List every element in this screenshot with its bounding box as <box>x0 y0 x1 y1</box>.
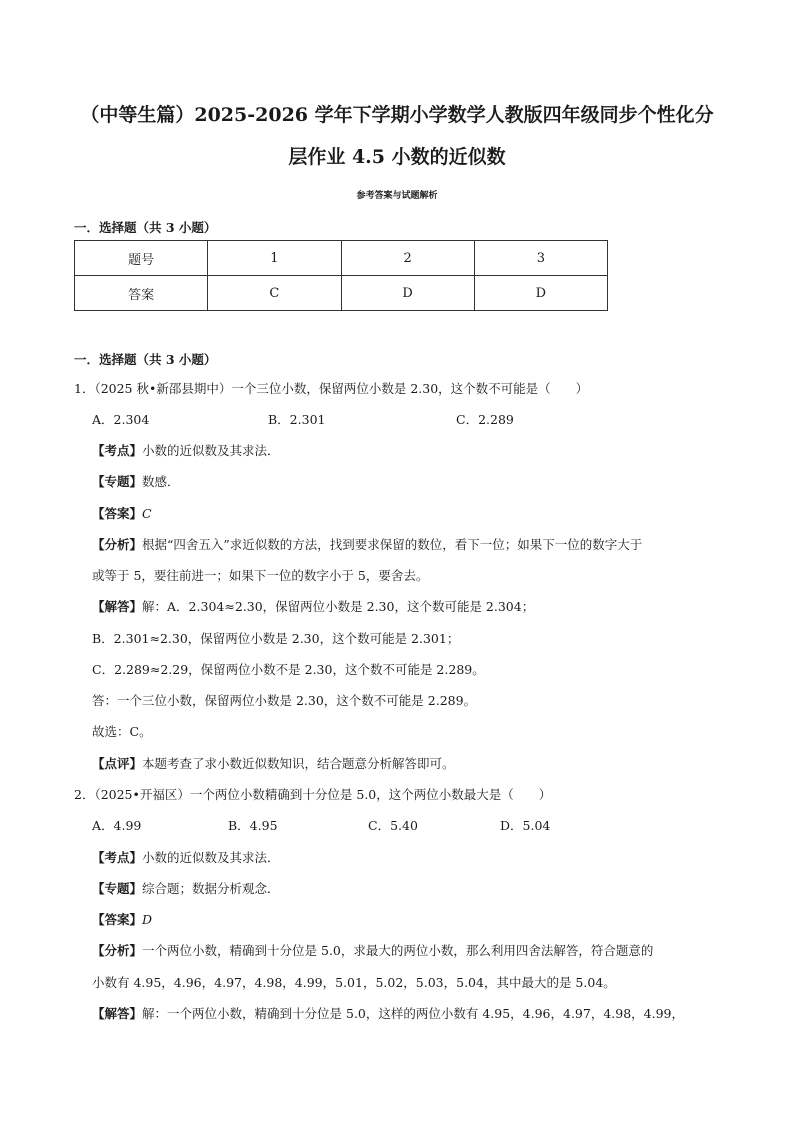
q1-jieda-choice: 故选：C。 <box>92 724 152 739</box>
q2-stem: 2．（2025•开福区）一个两位小数精确到十分位是 5.0，这个两位小数最大是（ ） <box>74 787 552 802</box>
q1-fenxi-cont: 或等于 5，要往前进一；如果下一位的数字小于 5，要舍去。 <box>92 568 429 583</box>
q2-option-c: C．5.40 <box>368 818 418 833</box>
q1-option-b: B．2.301 <box>268 412 326 427</box>
q1-jieda-c: C．2.289≈2.29，保留两位小数不是 2.30，这个数不可能是 2.289。 <box>92 662 485 677</box>
q2-fenxi-cont: 小数有 4.95，4.96，4.97，4.98，4.99，5.01，5.02，5.03，5.04，其中最大的是 5.04。 <box>92 975 616 990</box>
q2-option-d: D．5.04 <box>500 818 551 833</box>
q2-jieda: 【解答】解：一个两位小数，精确到十分位是 5.0，这样的两位小数有 4.95，4.96，4.97，4.98，4.99， <box>92 1006 685 1021</box>
q1-jieda-b: B．2.301≈2.30，保留两位小数是 2.30，这个数可能是 2.301； <box>92 631 460 646</box>
subtitle: 参考答案与试题解析 <box>356 191 438 201</box>
table-row <box>75 276 608 311</box>
section-heading-1: 一．选择题（共 3 小题） <box>74 220 217 235</box>
q1-option-a: A．2.304 <box>92 412 150 427</box>
q2-fenxi: 【分析】一个两位小数，精确到十分位是 5.0，求最大的两位小数，那么利用四舍法解答，符合题意的 <box>92 943 654 958</box>
table-cell: 2 <box>341 241 474 276</box>
section-heading-2: 一．选择题（共 3 小题） <box>74 352 217 367</box>
q1-fenxi: 【分析】根据“四舍五入”求近似数的方法，找到要求保留的数位，看下一位；如果下一位的数字大于 <box>92 537 643 552</box>
title-line-1: （中等生篇）2025-2026 学年下学期小学数学人教版四年级同步个性化分 <box>80 104 714 126</box>
q2-kaodian: 【考点】小数的近似数及其求法． <box>92 850 280 865</box>
answer-table <box>74 240 608 311</box>
table-cell: 3 <box>474 241 607 276</box>
table-row <box>75 241 608 276</box>
table-cell: C <box>208 276 341 311</box>
q1-kaodian: 【考点】小数的近似数及其求法． <box>92 443 280 458</box>
q1-dianping: 【点评】本题考查了求小数近似数知识，结合题意分析解答即可。 <box>92 756 455 771</box>
q1-zhuanti: 【专题】数感． <box>92 474 180 489</box>
q1-answer: 【答案】C <box>92 506 152 521</box>
q2-option-b: B．4.95 <box>228 818 278 833</box>
table-cell: D <box>474 276 607 311</box>
table-cell: 答案 <box>75 276 208 311</box>
q1-option-c: C．2.289 <box>456 412 514 427</box>
q2-answer: 【答案】D <box>92 912 153 927</box>
title-line-2: 层作业 4.5 小数的近似数 <box>288 146 506 168</box>
q1-options <box>92 412 732 428</box>
table-cell: D <box>341 276 474 311</box>
table-cell: 题号 <box>75 241 208 276</box>
q2-zhuanti: 【专题】综合题；数据分析观念． <box>92 881 280 896</box>
table-cell: 1 <box>208 241 341 276</box>
q1-jieda: 【解答】解：A．2.304≈2.30，保留两位小数是 2.30，这个数可能是 2.304； <box>92 599 535 614</box>
q2-options <box>92 818 732 834</box>
q2-option-a: A．4.99 <box>92 818 142 833</box>
q1-jieda-answer: 答：一个三位小数，保留两位小数是 2.30，这个数不可能是 2.289。 <box>92 693 477 708</box>
q1-stem: 1．（2025 秋•新邵县期中）一个三位小数，保留两位小数是 2.30，这个数不可能是（ ） <box>74 381 589 396</box>
